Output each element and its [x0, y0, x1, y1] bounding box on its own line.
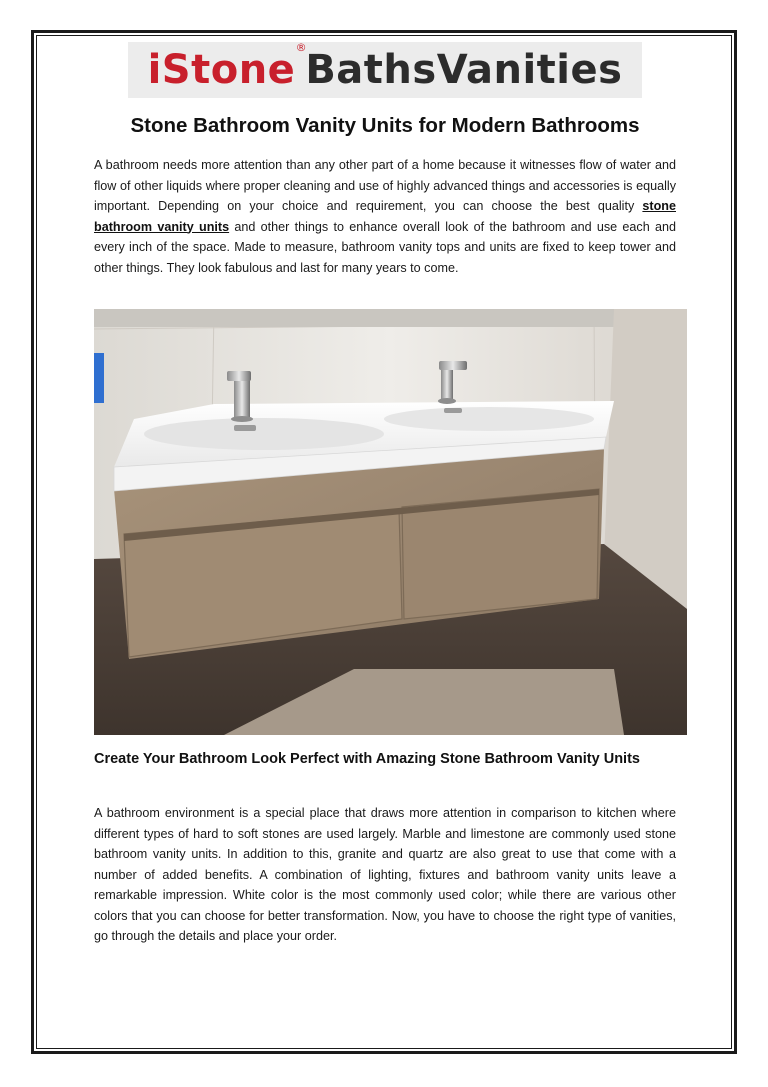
left-drain: [234, 425, 256, 431]
intro-text-after: and other things to enhance overall look of the bathroom and use each and every inch of the space. Made to measure, bathroom vanity tops and units are fixed to keep tower and other things. They look fabulous and last for many years to come.: [94, 219, 677, 275]
right-drain: [444, 408, 462, 413]
logo-brand-bathsvanities: BathsVanities: [305, 47, 623, 93]
blue-object: [94, 353, 104, 403]
section-body: A bathroom environment is a special place that draws more attention in comparison to kitchen where different types of hard to soft stones are used largely. Marble and limestone are commonly used stone bathroom vanity units. In addition to this, granite and quartz are also great to use that come with a number of added benefits. A combination of lighting, fixtures and bathroom vanity units leave a remarkable impression. White color is the most commonly used color; while there are various other colors that you can choose for better transformation. Now, you have to choose the right type of vanities, go through the details and place your order.: [94, 806, 676, 943]
section-heading: Create Your Bathroom Look Perfect with Amazing Stone Bathroom Vanity Units: [94, 751, 640, 767]
left-sink-bowl: [144, 418, 384, 450]
page-title: Stone Bathroom Vanity Units for Modern Bathrooms: [130, 114, 640, 137]
stone-vanity-units-link[interactable]: stone bathroom vanity units: [94, 199, 676, 234]
logo-registered-mark: ®: [295, 41, 308, 54]
logo-wordmark: [147, 41, 623, 93]
intro-text-before: A bathroom needs more attention than any other part of a home because it witnesses flow of water and flow of other liquids where proper cleaning and use of highly advanced things and accessories is equally important. Depending on your choice and requirement, you can choose the best quality: [94, 158, 676, 213]
right-sink-bowl: [384, 407, 594, 431]
brand-logo: [128, 42, 642, 98]
logo-brand-istone: iStone: [147, 47, 296, 93]
vanity-photo: [94, 309, 687, 735]
intro-paragraph: [94, 155, 676, 278]
mirror-edge: [94, 309, 687, 327]
